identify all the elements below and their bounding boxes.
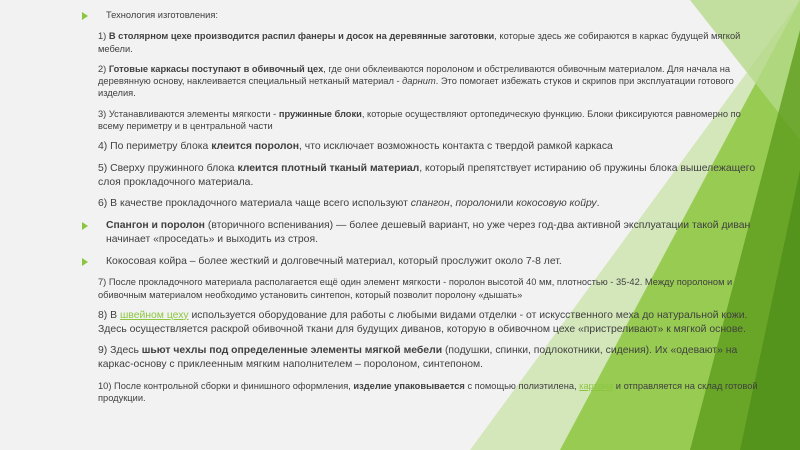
paragraph-6: 6) В качестве прокладочного материала чаще всего используют спангон, поролонили кокосовую койру. xyxy=(98,198,600,210)
p10-bold: изделие упаковывается xyxy=(353,380,465,391)
bullet-coir: Кокосовая койра – более жесткий и долговечный материал, который прослужит около 7-8 лет. xyxy=(82,255,762,269)
paragraph-10: 10) После контрольной сборки и финишного оформления, изделие упаковывается с помощью полиэтилена, картона и отправляется на склад готовой продукции. xyxy=(98,380,758,403)
paragraph-7: 7) После прокладочного материала располагается ещё один элемент мягкости - поролон высотой 40 мм, плотностью - 35-42. Между поролоном и обивочным материалом необходимо установить синтепон, который позволит поролону «дышать» xyxy=(98,277,733,300)
link-cardboard[interactable]: картона xyxy=(579,380,614,391)
paragraph-9: 9) Здесь шьют чехлы под определенные элементы мягкой мебели (подушки, спинки, подлокотники, сидения). Их «одевают» на каркас-основу с приклеенным мягким наполнителем – поролоном, синтепоном. xyxy=(98,345,738,370)
paragraph-2: 2) Готовые каркасы поступают в обивочный цех, где они обклеиваются поролоном и обстреливаются обивочным материалом. Для начала на деревянную основу, наклеивается специальный нетканый материал - дарнит. Это помогает избежать стуков и скрипов при эксплуатации готового изделия. xyxy=(98,63,734,99)
bullet-spangon: Спангон и поролон (вторичного вспенивания) — более дешевый вариант, но уже через год-два активной эксплуатации такой диван начинает «проседать» и выходить из строя. xyxy=(82,219,762,246)
heading-text: Технология изготовления: xyxy=(106,10,218,20)
arrow-bullet-icon xyxy=(82,222,88,230)
p3-bold: пружинные блоки xyxy=(278,108,362,119)
p4-bold: клеится поролон xyxy=(211,141,300,153)
arrow-bullet-icon xyxy=(82,258,88,266)
paragraph-8: 8) В швейном цеху используется оборудование для работы с любыми видами отделки - от искусственного меха до натуральной кожи. Здесь осуществляется раскрой обивочной ткани для будущих диванов, которую в обивочном цехе «пристреливают» к мягкой основе. xyxy=(98,309,748,335)
paragraph-3: 3) Устанавливаются элементы мягкости - пружинные блоки, которые осуществляют ортопедическую функцию. Блоки фиксируются равномерно по всему периметру и в центральной части xyxy=(98,108,741,131)
p2-italic: дарнит xyxy=(402,76,436,87)
arrow-bullet-icon xyxy=(82,12,88,20)
heading xyxy=(82,9,762,21)
p1-bold: В столярном цехе производится распил фанеры и досок на деревянные заготовки xyxy=(108,31,495,42)
p2-bold: Готовые каркасы поступают в обивочный цех xyxy=(108,63,324,74)
slide-content xyxy=(82,8,762,404)
paragraph-1: 1) В столярном цехе производится распил фанеры и досок на деревянные заготовки, которые здесь же собираются в каркас будущей мягкой мебели. xyxy=(98,31,741,54)
b1-bold: Спангон и поролон xyxy=(106,220,205,232)
p5-bold: клеится плотный тканый материал xyxy=(237,162,420,174)
link-sewing-shop[interactable]: швейном цеху xyxy=(119,309,189,321)
paragraph-5: 5) Сверху пружинного блока клеится плотный тканый материал, который препятствует истиранию об пружины блока вышележащего слоя прокладочного материала. xyxy=(98,162,756,188)
p9-bold: шьют чехлы под определенные элементы мягкой мебели xyxy=(141,345,443,357)
paragraph-4: 4) По периметру блока клеится поролон, что исключает возможность контакта с твердой рамкой каркаса xyxy=(98,141,613,153)
